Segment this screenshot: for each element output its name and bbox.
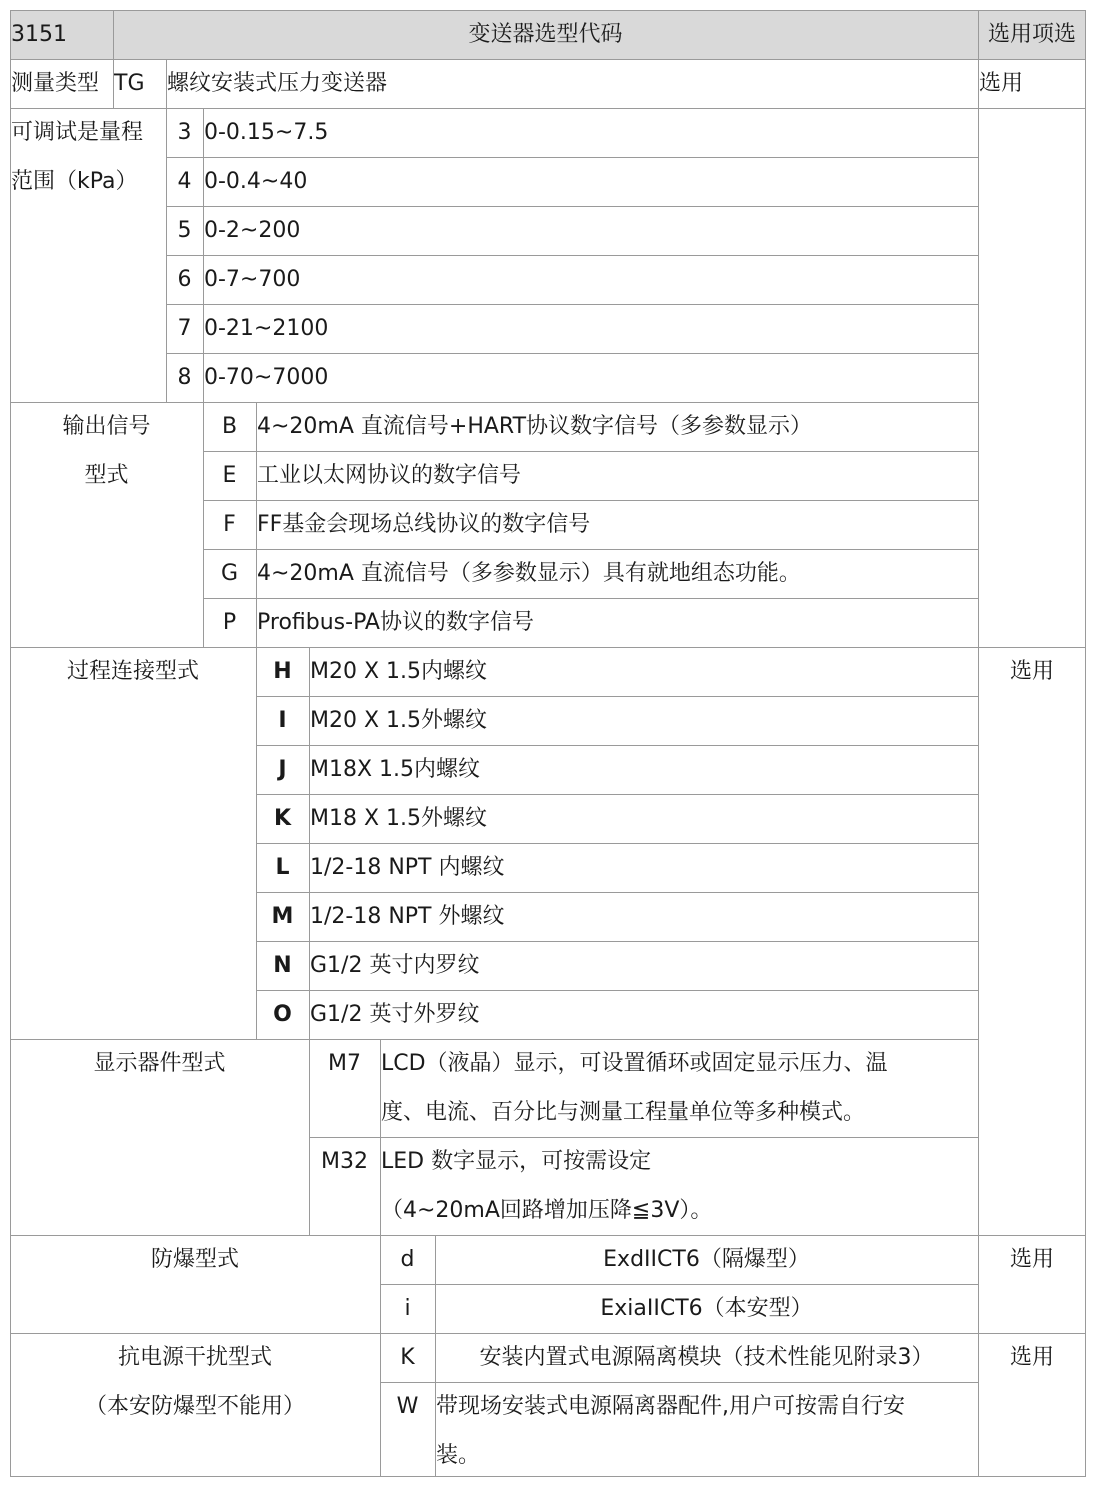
col-rule <box>435 1235 436 1477</box>
row-rule <box>380 1284 978 1285</box>
range-desc: 0-2~200 <box>204 218 301 243</box>
range-code: 3 <box>177 120 192 145</box>
output-code: P <box>222 610 237 635</box>
row-rule <box>10 1039 978 1040</box>
process-code: H <box>273 659 292 684</box>
explosion-label: 防爆型式 <box>150 1247 239 1272</box>
row-rule <box>10 108 1086 109</box>
explosion-desc: ExdIICT6（隔爆型） <box>603 1247 810 1272</box>
range-label-line2: 范围（kPa） <box>11 169 138 194</box>
row-rule <box>203 500 978 501</box>
process-option: 选用 <box>1009 659 1054 684</box>
range-desc: 0-7~700 <box>204 267 301 292</box>
output-desc: 4~20mA 直流信号+HART协议数字信号（多参数显示） <box>257 414 813 439</box>
range-label-line1: 可调试是量程 <box>11 120 144 145</box>
col-rule <box>309 647 310 1235</box>
row-rule <box>10 1476 1086 1477</box>
measure-type-code: TG <box>114 71 145 96</box>
measure-type-desc: 螺纹安装式压力变送器 <box>167 71 388 96</box>
process-code: I <box>278 708 287 733</box>
col-rule <box>1085 10 1086 1477</box>
range-desc: 0-70~7000 <box>204 365 329 390</box>
anti-interference-desc-line1: 带现场安装式电源隔离器配件,用户可按需自行安 <box>436 1394 905 1419</box>
explosion-code: d <box>400 1247 415 1272</box>
header-model: 3151 <box>11 22 67 47</box>
row-rule <box>166 206 978 207</box>
process-desc: G1/2 英寸外罗纹 <box>310 1002 480 1027</box>
process-desc: G1/2 英寸内罗纹 <box>310 953 480 978</box>
display-desc-line1: LED 数字显示，可按需设定 <box>381 1149 652 1174</box>
output-desc: FF基金会现场总线协议的数字信号 <box>257 512 591 537</box>
process-desc: 1/2-18 NPT 内螺纹 <box>310 855 505 880</box>
col-rule <box>978 10 979 1477</box>
col-rule <box>113 10 114 108</box>
display-desc-line2: 度、电流、百分比与测量工程量单位等多种模式。 <box>381 1100 866 1125</box>
row-rule <box>166 353 978 354</box>
process-desc: M20 X 1.5外螺纹 <box>310 708 488 733</box>
row-rule <box>256 745 978 746</box>
range-desc: 0-0.15~7.5 <box>204 120 329 145</box>
display-label: 显示器件型式 <box>93 1051 226 1076</box>
range-desc: 0-21~2100 <box>204 316 329 341</box>
anti-interference-desc-line1: 安装内置式电源隔离模块（技术性能见附录3） <box>479 1345 934 1370</box>
output-desc: Profibus-PA协议的数字信号 <box>257 610 534 635</box>
display-desc-line1: LCD（液晶）显示，可设置循环或固定显示压力、温 <box>381 1051 888 1076</box>
row-rule <box>309 1137 978 1138</box>
row-rule <box>256 696 978 697</box>
anti-interference-desc-line2: 装。 <box>436 1443 481 1468</box>
process-code: O <box>273 1002 292 1027</box>
output-label-line2: 型式 <box>84 463 129 488</box>
row-rule <box>203 549 978 550</box>
row-rule <box>380 1382 978 1383</box>
output-code: F <box>223 512 236 537</box>
row-rule <box>256 941 978 942</box>
range-code: 7 <box>177 316 192 341</box>
process-code: J <box>278 757 287 782</box>
process-desc: 1/2-18 NPT 外螺纹 <box>310 904 505 929</box>
process-desc: M20 X 1.5内螺纹 <box>310 659 488 684</box>
range-code: 5 <box>177 218 192 243</box>
explosion-code: i <box>404 1296 411 1321</box>
header-title: 变送器选型代码 <box>468 22 623 47</box>
measure-type-option: 选用 <box>979 71 1024 96</box>
row-rule <box>10 1333 1086 1334</box>
col-rule <box>256 402 257 1039</box>
row-rule <box>10 59 1086 60</box>
row-rule <box>256 990 978 991</box>
row-rule <box>166 157 978 158</box>
process-code: L <box>275 855 290 880</box>
output-code: G <box>220 561 239 586</box>
range-code: 6 <box>177 267 192 292</box>
row-rule <box>10 1235 1086 1236</box>
row-rule <box>203 598 978 599</box>
anti-interference-option: 选用 <box>1009 1345 1054 1370</box>
row-rule <box>256 794 978 795</box>
col-rule <box>380 1039 381 1477</box>
process-code: M <box>271 904 294 929</box>
display-code: M7 <box>328 1051 361 1076</box>
anti-interference-label-line2: （本安防爆型不能用） <box>84 1394 305 1419</box>
explosion-option: 选用 <box>1009 1247 1054 1272</box>
col-rule <box>10 10 11 1477</box>
anti-interference-code: W <box>396 1394 419 1419</box>
row-rule <box>166 304 978 305</box>
range-code: 4 <box>177 169 192 194</box>
process-label: 过程连接型式 <box>66 659 199 684</box>
range-code: 8 <box>177 365 192 390</box>
row-rule <box>10 10 1086 11</box>
output-desc: 4~20mA 直流信号（多参数显示）具有就地组态功能。 <box>257 561 801 586</box>
output-code: E <box>222 463 237 488</box>
row-rule <box>10 647 1086 648</box>
display-desc-line2: （4~20mA回路增加压降≦3V）。 <box>381 1198 713 1223</box>
explosion-desc: ExiaIICT6（本安型） <box>600 1296 813 1321</box>
process-code: K <box>273 806 292 831</box>
anti-interference-code: K <box>400 1345 415 1370</box>
process-desc: M18X 1.5内螺纹 <box>310 757 481 782</box>
row-rule <box>256 843 978 844</box>
output-desc: 工业以太网协议的数字信号 <box>257 463 522 488</box>
output-code: B <box>221 414 238 439</box>
col-rule <box>166 59 167 402</box>
row-rule <box>203 451 978 452</box>
row-rule <box>10 402 978 403</box>
process-desc: M18 X 1.5外螺纹 <box>310 806 488 831</box>
range-desc: 0-0.4~40 <box>204 169 308 194</box>
header-option-col: 选用项选 <box>987 22 1076 47</box>
row-rule <box>166 255 978 256</box>
row-rule <box>256 892 978 893</box>
col-rule <box>203 108 204 647</box>
process-code: N <box>273 953 292 978</box>
anti-interference-label-line1: 抗电源干扰型式 <box>117 1345 272 1370</box>
measure-type-label: 测量类型 <box>11 71 100 96</box>
output-label-line1: 输出信号 <box>62 414 151 439</box>
display-code: M32 <box>321 1149 368 1174</box>
